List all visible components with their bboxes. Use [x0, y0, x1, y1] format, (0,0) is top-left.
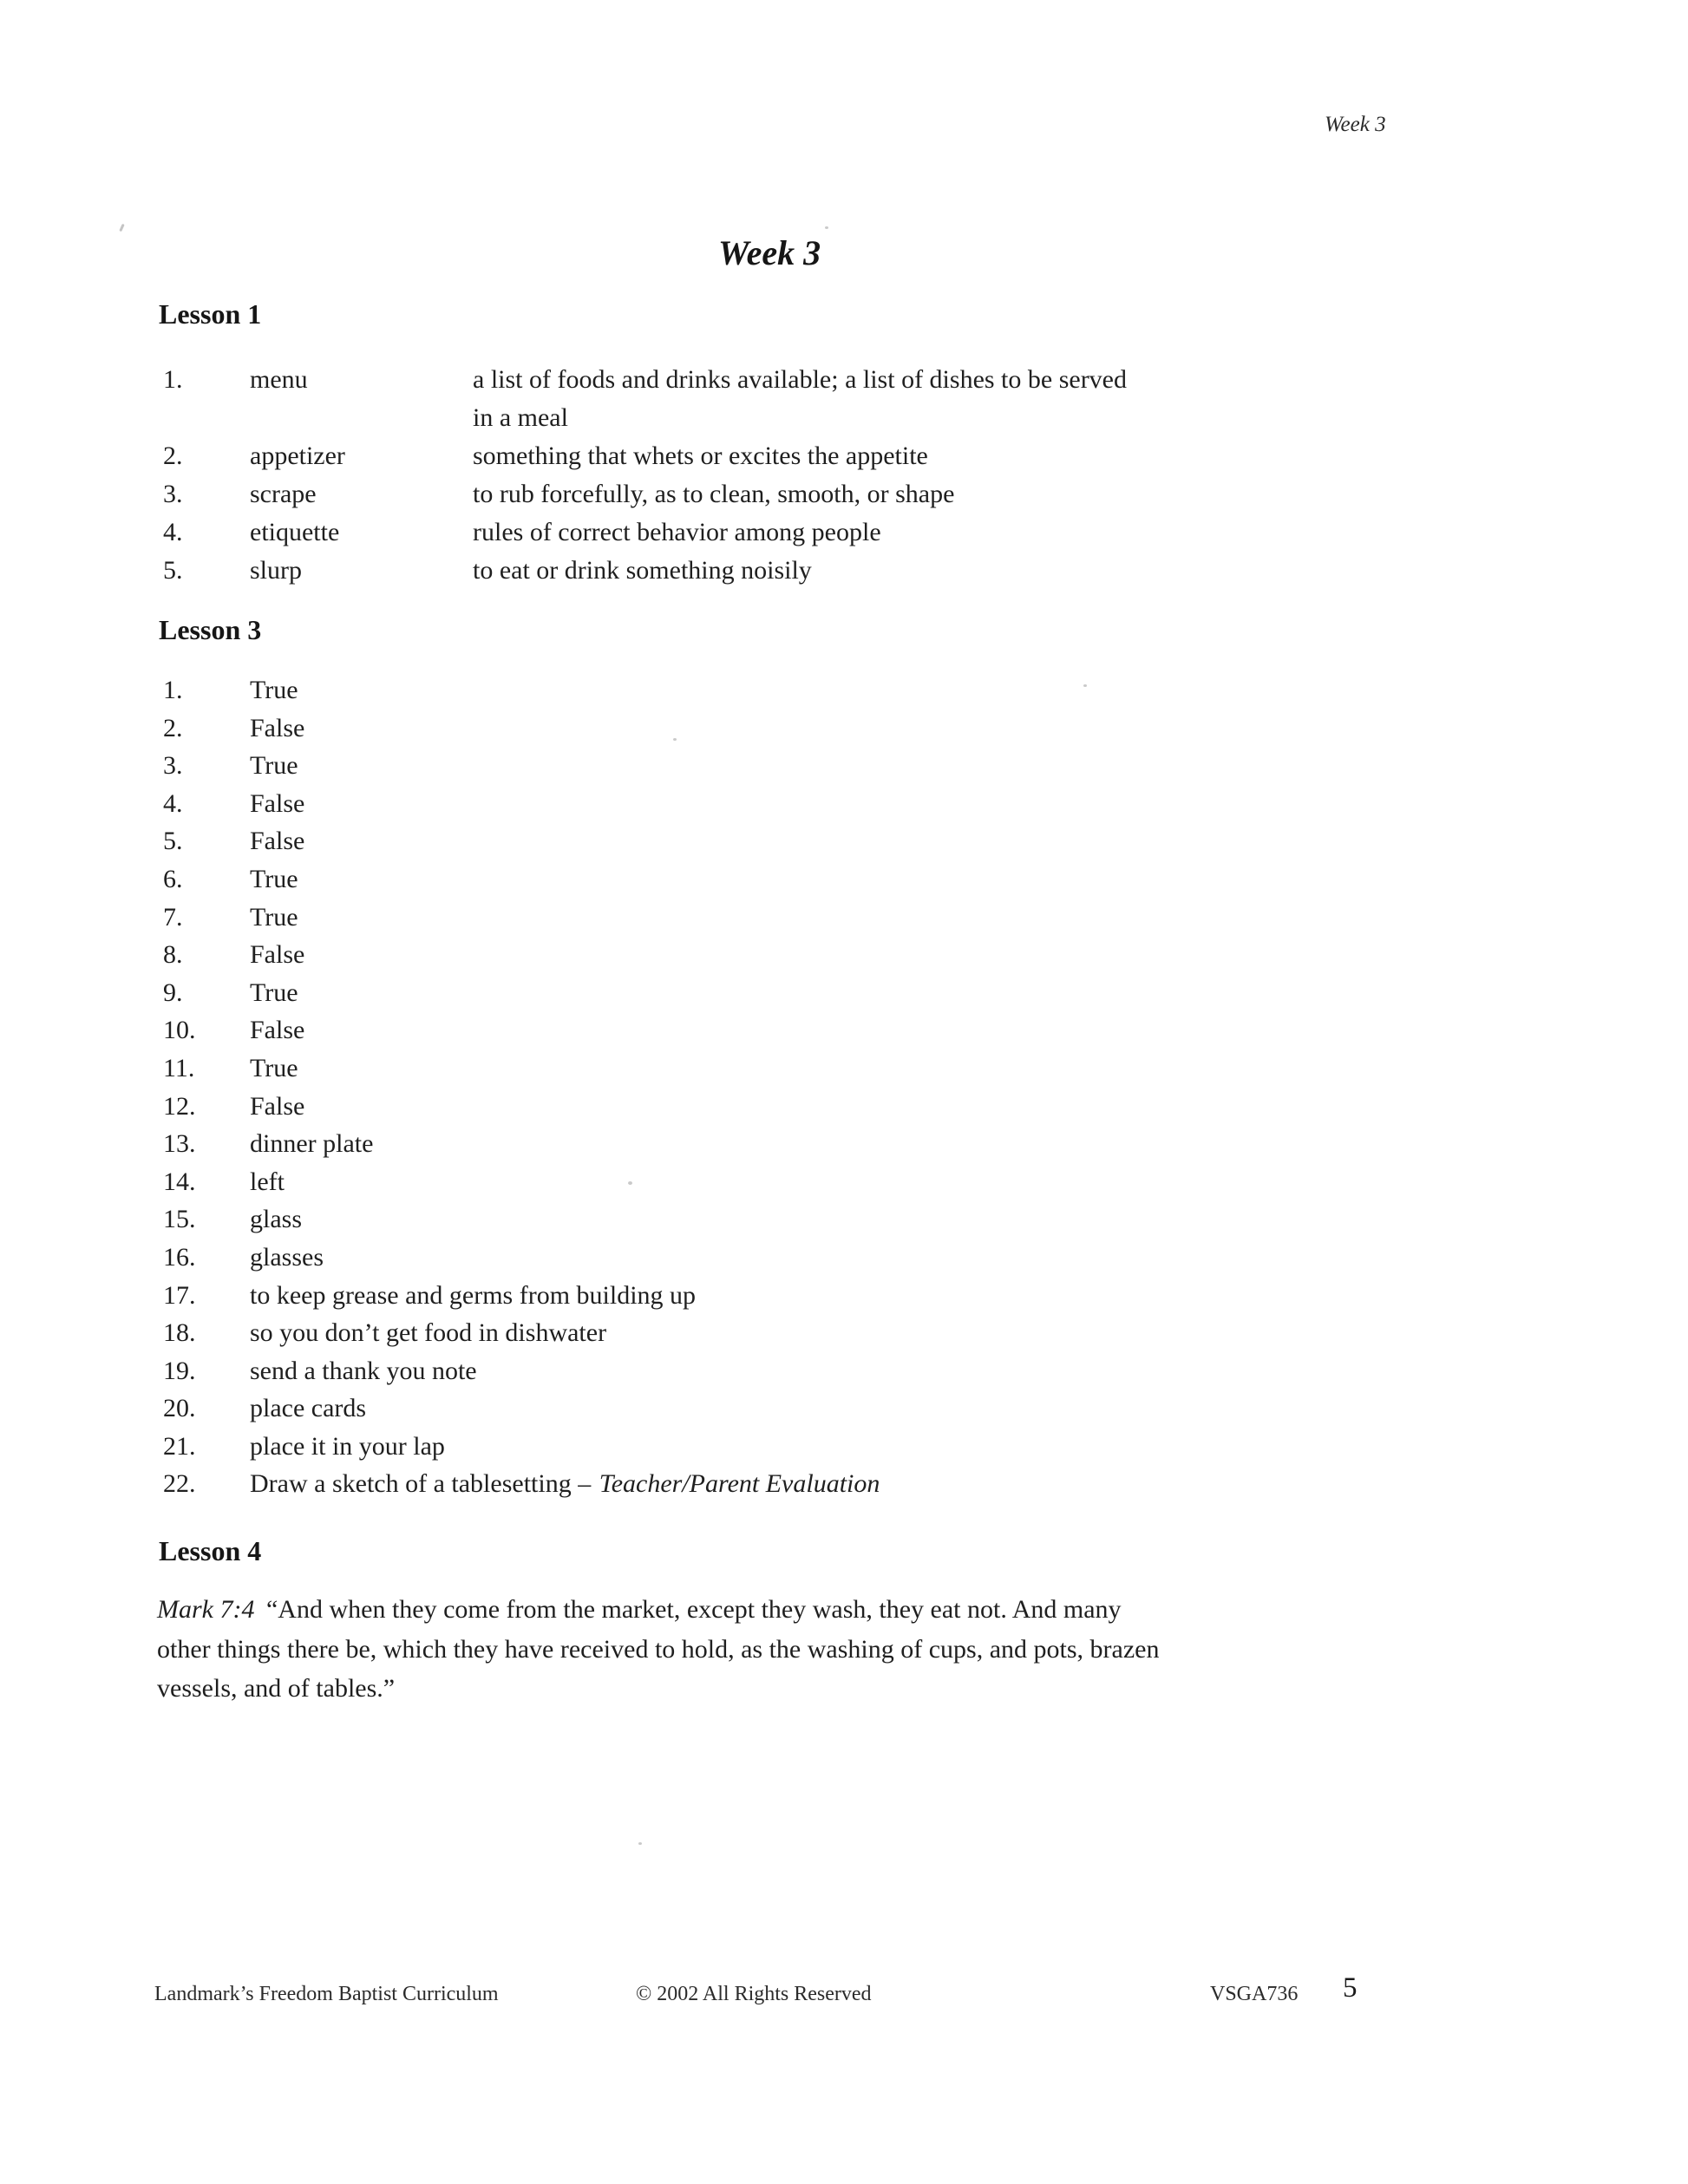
item-number: 2. [163, 713, 183, 742]
item-number: 18. [163, 1318, 196, 1348]
answer-text: False [250, 940, 305, 970]
scan-speck [628, 1181, 632, 1185]
item-number: 21. [163, 1431, 196, 1461]
item-number: 14. [163, 1167, 196, 1196]
vocab-definition: something that whets or excites the appetite [473, 441, 928, 470]
item-number: 20. [163, 1394, 196, 1423]
scan-speck [1083, 684, 1087, 687]
definition-line: in a meal [473, 403, 568, 432]
item-number: 16. [163, 1242, 196, 1272]
vocab-definition [473, 361, 1273, 437]
answer-text [250, 1465, 1377, 1503]
item-number: 4. [163, 788, 183, 818]
answer-text: True [250, 1053, 298, 1082]
footer-page-number: 5 [1343, 1972, 1358, 2004]
answer-text: False [250, 827, 305, 856]
item-number: 1. [163, 365, 183, 394]
scan-speck [825, 226, 828, 229]
vocab-term: appetizer [250, 441, 345, 470]
item-number: 19. [163, 1356, 196, 1385]
item-number: 11. [163, 1053, 195, 1082]
answer-text: True [250, 676, 298, 704]
item-number: 3. [163, 480, 183, 508]
lesson-4-scripture [157, 1590, 1371, 1709]
item-number: 2. [163, 441, 183, 470]
lesson-3-answer-list [163, 671, 1377, 1503]
scan-speck [119, 224, 124, 232]
lesson-4-heading: Lesson 4 [159, 1535, 262, 1566]
answer-text-regular: Draw a sketch of a tablesetting – [250, 1469, 592, 1499]
answer-text: dinner plate [250, 1129, 374, 1159]
answer-text: True [250, 751, 298, 781]
lesson-1-vocabulary-list [163, 361, 1273, 590]
answer-text: False [250, 788, 305, 818]
footer-document-code: VSGA736 [1210, 1983, 1299, 2005]
item-number: 22. [163, 1469, 196, 1499]
item-number: 3. [163, 751, 183, 781]
answer-text: True [250, 902, 298, 932]
item-number: 15. [163, 1205, 196, 1234]
item-number: 1. [163, 676, 183, 704]
answer-text: place it in your lap [250, 1431, 445, 1461]
page-title: Week 3 [718, 233, 821, 272]
answer-text: send a thank you note [250, 1356, 477, 1385]
item-number: 13. [163, 1129, 196, 1159]
vocab-term: etiquette [250, 518, 340, 546]
item-number: 5. [163, 827, 183, 856]
verse-line: vessels, and of tables.” [157, 1674, 396, 1703]
lesson-1-heading: Lesson 1 [159, 298, 262, 330]
answer-text: False [250, 1091, 305, 1121]
definition-line: a list of foods and drinks available; a list of dishes to be served [473, 365, 1127, 394]
answer-text: place cards [250, 1394, 367, 1423]
answer-text: False [250, 1016, 305, 1045]
vocab-term: scrape [250, 480, 317, 508]
answer-text: True [250, 864, 298, 893]
scripture-text: “And when they come from the market, except they wash, they eat not. And many [265, 1595, 1122, 1624]
item-number: 9. [163, 978, 183, 1007]
item-number: 8. [163, 940, 183, 970]
page-corner-header: Week 3 [1325, 113, 1386, 136]
verse-line [157, 1590, 1371, 1630]
vocab-definition: to rub forcefully, as to clean, smooth, or shape [473, 480, 955, 508]
answer-text: to keep grease and germs from building up [250, 1280, 697, 1310]
item-number: 6. [163, 864, 183, 893]
vocab-term: menu [250, 365, 308, 394]
item-number: 17. [163, 1280, 196, 1310]
vocab-term: slurp [250, 556, 302, 585]
footer-copyright: © 2002 All Rights Reserved [636, 1983, 872, 2005]
vocab-definition: rules of correct behavior among people [473, 518, 881, 546]
verse-line: other things there be, which they have received to hold, as the washing of cups, and pots, brazen [157, 1634, 1160, 1664]
answer-text: True [250, 978, 298, 1007]
scan-speck [638, 1842, 642, 1845]
answer-text: glasses [250, 1242, 324, 1272]
footer-publisher: Landmark’s Freedom Baptist Curriculum [154, 1983, 499, 2005]
answer-text: glass [250, 1205, 302, 1234]
vocab-definition: to eat or drink something noisily [473, 556, 812, 585]
item-number: 7. [163, 902, 183, 932]
item-number: 10. [163, 1016, 196, 1045]
answer-text: False [250, 713, 305, 742]
answer-text: left [250, 1167, 285, 1196]
scan-speck [673, 738, 677, 741]
item-number: 4. [163, 518, 183, 546]
item-number: 5. [163, 556, 183, 585]
answer-text: so you don’t get food in dishwater [250, 1318, 607, 1348]
scripture-reference: Mark 7:4 [157, 1595, 255, 1624]
item-number: 12. [163, 1091, 196, 1121]
answer-text-italic: Teacher/Parent Evaluation [599, 1469, 880, 1499]
lesson-3-heading: Lesson 3 [159, 614, 262, 645]
